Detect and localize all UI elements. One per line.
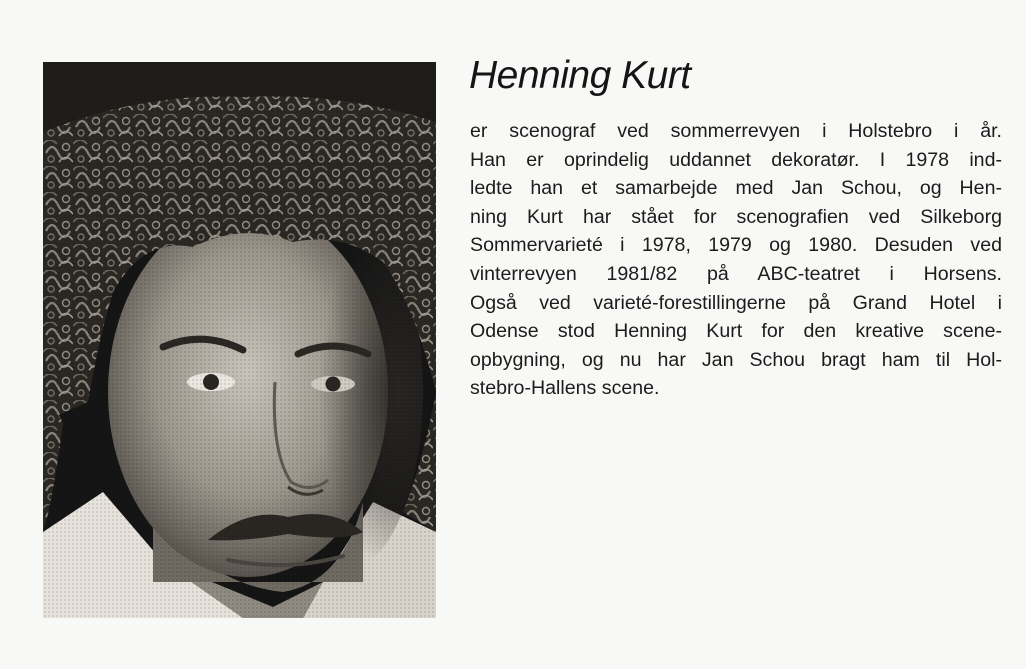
bio-line: vinterrevyen 1981/82 på ABC-teatret i Horsens. (470, 262, 1002, 285)
biography-text (470, 117, 1002, 403)
bio-line: opbygning, og nu har Jan Schou bragt ham til Hol- (470, 348, 1002, 371)
bio-line: Sommervarieté i 1978, 1979 og 1980. Desuden ved (470, 234, 1002, 257)
portrait-photo (43, 62, 436, 618)
bio-line: Han er oprindelig uddannet dekoratør. I 1978 ind- (470, 148, 1002, 171)
bio-line: ning Kurt har stået for scenografien ved Silkeborg (470, 205, 1002, 228)
person-name-heading: Henning Kurt (469, 54, 691, 97)
portrait-illustration (43, 62, 436, 618)
bio-line: ledte han et samarbejde med Jan Schou, og Hen- (470, 177, 1002, 200)
bio-line: er scenograf ved sommerrevyen i Holstebro i år. (470, 120, 1002, 142)
bio-line: Odense stod Henning Kurt for den kreative scene- (470, 320, 1002, 343)
bio-line: stebro-Hallens scene. (470, 377, 660, 400)
bio-line: Også ved varieté-forestillingerne på Grand Hotel i (470, 291, 1002, 314)
